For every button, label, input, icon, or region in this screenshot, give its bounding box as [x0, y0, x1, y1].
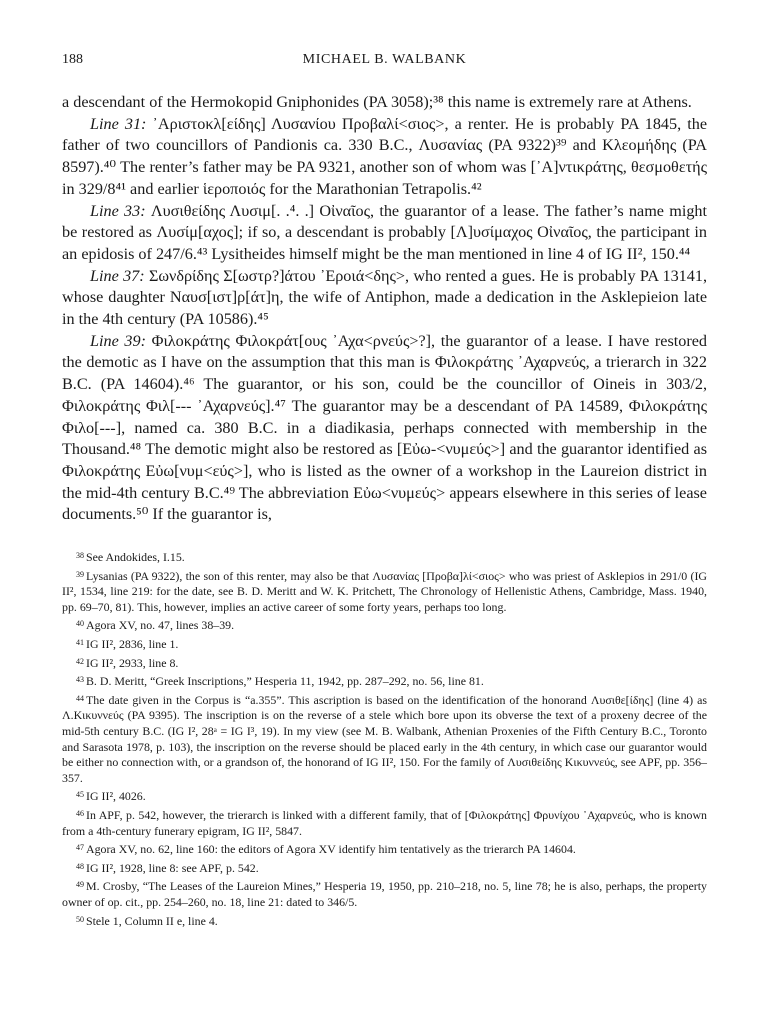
footnote-text: IG II², 4026.: [86, 789, 146, 804]
paragraph-text: Φιλοκράτης Φιλοκράτ[ους ᾽Αχα<ρνεύς>?], the guarantor of a lease. I have restored the demotic as I have on the assumption that this man is Φιλοκράτης ᾽Αχαρνεύς, a trierarch in 322 B.C. (PA 14604).⁴⁶ The guarantor, or his son, could be the councillor of Oineis in 303/2, Φιλοκράτης Φιλ[--- ᾽Αχαρνεύς].⁴⁷ The guarantor may be a descendant of PA 14589, Φιλοκράτης Φιλο[---], named ca. 380 B.C. in a diadikasia, perhaps connected with membership in the Thousand.⁴⁸ The demotic might also be restored as [Εὐω-<νυμεύς>] and the guarantor identified as Φιλοκράτης Εὐω[νυμ<εύς>], who is listed as the owner of a workshop in the Laureion district in the mid-4th century B.C.⁴⁹ The abbreviation Εὐω<νυμεύς> appears elsewhere in this series of lease documents.⁵⁰ If the guarantor is,: [62, 331, 708, 524]
footnote-number: 42: [76, 656, 84, 666]
footnote-number: 47: [76, 843, 84, 853]
footnote-text: IG II², 1928, line 8: see APF, p. 542.: [86, 860, 259, 875]
footnote-number: 50: [76, 914, 84, 924]
paragraph-label: Line 39:: [90, 331, 146, 350]
footnotes: [62, 548, 707, 929]
paragraph: [62, 114, 707, 201]
footnote-text: M. Crosby, “The Leases of the Laureion Mines,” Hesperia 19, 1950, pp. 210–218, no. 5, line 78; he is also, perhaps, the property owner of op. cit., pp. 254–260, no. 18, line 21: dated to 346/5.: [62, 879, 707, 909]
page-header: [62, 52, 707, 76]
footnote-text: See Andokides, I.15.: [86, 550, 185, 565]
paragraph: [62, 331, 707, 526]
paragraph-label: Line 37:: [90, 266, 145, 285]
footnote-text: Agora XV, no. 47, lines 38–39.: [86, 618, 235, 633]
footnote-number: 39: [76, 569, 84, 579]
footnote-text: B. D. Meritt, “Greek Inscriptions,” Hesperia 11, 1942, pp. 287–292, no. 56, line 81.: [86, 674, 484, 689]
footnote-number: 38: [76, 551, 84, 561]
footnote-number: 44: [76, 693, 84, 703]
footnote: [62, 787, 707, 805]
footnote-number: 41: [76, 638, 84, 648]
paragraph-text: Λυσιθείδης Λυσιμ[. .⁴. .] Οἰναῖος, the guarantor of a lease. The father’s name might be restored as Λυσίμ[αχος]; if so, a descendant is probably [Λ]υσίμαχος Οἰναῖος, the participant in an epidosis of 247/6.⁴³ Lysitheides himself might be the man mentioned in line 4 of IG II², 150.⁴⁴: [62, 201, 708, 263]
paragraph-text: ᾽Αριστοκλ[είδης] Λυσανίου Προβαλί<σιος>, a renter. He is probably PA 1845, the father of two councillors of Pandionis ca. 330 B.C., Λυσανίας (PA 9322)³⁹ and Κλεομήδης (PA 8597).⁴⁰ The renter’s father may be PA 9321, another son of whom was [᾽Α]ντικράτης, θεσμοθετής in 329/8⁴¹ and earlier ἱεροποιός for the Marathonian Tetrapolis.⁴²: [62, 114, 708, 198]
footnote: [62, 672, 707, 690]
footnote-text: Lysanias (PA 9322), the son of this renter, may also be that Λυσανίας [Προβα]λί<σιος> who was priest of Asklepios in 291/0 (IG II², 1534, line 219: for the date, see B. D. Meritt and W. K. Pritchett, The Chronology of Hellenistic Athens, Cambridge, Mass. 1940, pp. 69–70, 81). This, however, implies an active career of some forty years, perhaps too long.: [62, 568, 707, 614]
footnote-number: 43: [76, 675, 84, 685]
footnote-text: The date given in the Corpus is “a.355”. This ascription is based on the identification of the honorand Λυσιθε[ίδης] (line 4) as Λ.Κικυννεύς (PA 9395). The inscription is on the reverse of a stele which bore upon its obverse the text of a proxeny decree of the mid-5th century B.C. (IG I², 28ᵃ = IG I³, 19). In my view (see M. B. Walbank, Athenian Proxenies of the Fifth Century B.C., Toronto and Sarasota 1978, p. 103), the inscription on the reverse should be placed early in the 4th century, in which case our guarantor would be either no connection with, or a grandson of, the honorand of IG II², 150. For the family of Λυσιθείδης Κικυννεύς, see APF, pp. 356–357.: [62, 692, 707, 785]
footnote: [62, 859, 707, 877]
footnote: [62, 548, 707, 566]
footnote: [62, 912, 707, 930]
paragraph-text: Σωνδρίδης Σ[ωστρ?]άτου ᾽Εροιά<δης>, who rented a gues. He is probably PA 13141, whose daughter Ναυσ[ιστ]ρ[άτ]η, the wife of Antiphon, made a dedication in the Asklepieion late in the 4th century (PA 10586).⁴⁵: [62, 266, 707, 329]
footnote: [62, 691, 707, 787]
page: [62, 52, 707, 930]
main-text: [62, 92, 707, 526]
footnote: [62, 877, 707, 910]
footnote: [62, 567, 707, 616]
footnote: [62, 635, 707, 653]
running-head: MICHAEL B. WALBANK: [302, 52, 467, 67]
paragraph-text: a descendant of the Hermokopid Gniphonides (PA 3058);³⁸ this name is extremely rare at Athens.: [62, 93, 692, 111]
footnote-number: 49: [76, 880, 84, 890]
footnote-text: IG II², 2836, line 1.: [86, 637, 179, 652]
footnote: [62, 616, 707, 634]
footnote: [62, 654, 707, 672]
footnote-text: IG II², 2933, line 8.: [86, 655, 179, 670]
footnote-number: 45: [76, 790, 84, 800]
paragraph: [62, 266, 707, 331]
footnote-number: 46: [76, 808, 84, 818]
footnote-text: Stele 1, Column II e, line 4.: [86, 913, 218, 928]
footnote: [62, 840, 707, 858]
footnote-text: Agora XV, no. 62, line 160: the editors of Agora XV identify him tentatively as the trierarch PA 14604.: [86, 842, 576, 857]
footnote: [62, 806, 707, 839]
footnote-number: 40: [76, 619, 84, 629]
footnote-text: In APF, p. 542, however, the trierarch is linked with a different family, that of [Φιλοκράτης] Φρυνίχου ᾽Αχαρνεύς, who is known from a 4th-century funerary epigram, IG II², 5847.: [62, 807, 707, 838]
footnote-number: 48: [76, 861, 84, 871]
paragraph: [62, 201, 707, 266]
paragraph-label: Line 33:: [90, 201, 146, 220]
paragraph: [62, 92, 707, 114]
paragraph-label: Line 31:: [90, 114, 147, 133]
page-number: 188: [62, 52, 83, 67]
